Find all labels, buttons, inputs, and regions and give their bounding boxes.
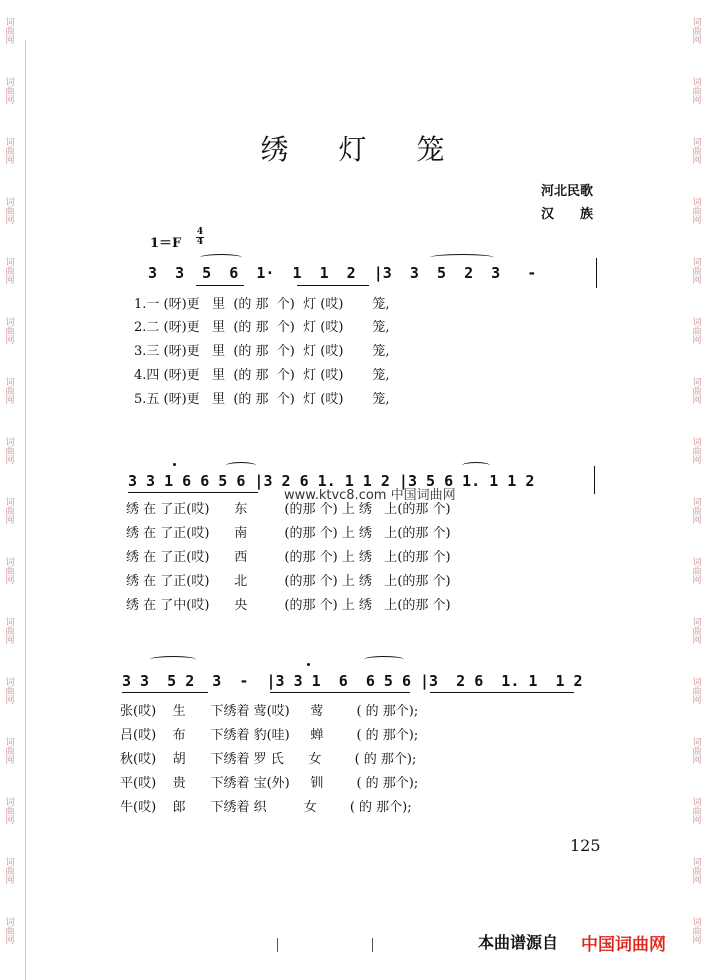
system2-lyric-3: 绣 在 了正(哎) 西 (的那 个) 上 绣 上(的那 个) <box>126 550 451 565</box>
beam-line <box>270 692 410 693</box>
watermark-glyph-group: 词曲网 <box>3 16 14 44</box>
slur <box>226 462 256 469</box>
watermark-glyph-group: 词曲网 <box>3 736 14 764</box>
system1-lyric-4: 4.四 (呀)更 里 (的 那 个) 灯 (哎) 笼, <box>134 368 390 383</box>
watermark-glyph-group: 词曲网 <box>3 196 14 224</box>
time-sig-bottom: 4 <box>196 237 204 247</box>
system3-lyric-5: 牛(哎) 郎 下绣着 织 女 ( 的 那个); <box>120 800 412 815</box>
song-title: 绣灯笼 <box>260 133 495 166</box>
system1-notes: 3 3 5 6 1· 1 1 2 |3 3 5 2 3 - <box>148 264 537 282</box>
system3-lyric-1: 张(哎) 生 下绣着 莺(哎) 莺 ( 的 那个); <box>120 704 419 719</box>
watermark-glyph-group: 词曲网 <box>690 376 701 404</box>
system1-lyric-1: 1.一 (呀)更 里 (的 那 个) 灯 (哎) 笼, <box>134 297 390 312</box>
watermark-glyph-group: 词曲网 <box>3 616 14 644</box>
page-number: 125 <box>570 836 601 855</box>
system3-lyric-4: 平(哎) 贵 下绣着 宝(外) 钏 ( 的 那个); <box>120 776 419 791</box>
slur <box>200 254 242 261</box>
watermark-glyph-group: 词曲网 <box>690 556 701 584</box>
watermark-glyph-group: 词曲网 <box>690 436 701 464</box>
system2-notes: 3 3 1 6 6 5 6 |3 2 6 1. 1 1 2 |3 5 6 1. 1 1 2 <box>128 472 535 490</box>
watermark-glyph-group: 词曲网 <box>3 376 14 404</box>
watermark-glyph-group: 词曲网 <box>3 316 14 344</box>
watermark-glyph-group: 词曲网 <box>690 256 701 284</box>
system1-lyric-3: 3.三 (呀)更 里 (的 那 个) 灯 (哎) 笼, <box>134 344 390 359</box>
watermark-glyph-group: 词曲网 <box>3 76 14 104</box>
watermark-glyph-group: 词曲网 <box>3 436 14 464</box>
watermark-glyph-group: 词曲网 <box>3 676 14 704</box>
watermark-glyph-group: 词曲网 <box>690 16 701 44</box>
watermark-glyph-group: 词曲网 <box>3 916 14 944</box>
watermark-glyph-group: 词曲网 <box>3 496 14 524</box>
system1-lyric-5: 5.五 (呀)更 里 (的 那 个) 灯 (哎) 笼, <box>134 392 390 407</box>
beam-line <box>122 692 208 693</box>
slur <box>364 656 404 663</box>
watermark-glyph-group: 词曲网 <box>690 136 701 164</box>
margin-rule <box>25 40 26 980</box>
watermark-glyph-group: 词曲网 <box>690 76 701 104</box>
origin-label: 河北民歌 <box>540 184 593 199</box>
key-signature: 1＝F <box>150 236 182 251</box>
crop-mark <box>372 938 373 952</box>
watermark-glyph-group: 词曲网 <box>3 136 14 164</box>
time-signature <box>196 228 204 247</box>
site-watermark: www.ktvc8.com 中国词曲网 <box>284 488 456 503</box>
watermark-glyph-group: 词曲网 <box>690 196 701 224</box>
watermark-glyph-group: 词曲网 <box>3 256 14 284</box>
watermark-glyph-group: 词曲网 <box>690 796 701 824</box>
barline <box>594 466 595 494</box>
barline <box>596 258 597 288</box>
high-octave-dot <box>173 463 176 466</box>
crop-mark <box>277 938 278 952</box>
system2-lyric-5: 绣 在 了中(哎) 央 (的那 个) 上 绣 上(的那 个) <box>126 598 451 613</box>
high-octave-dot <box>307 663 310 666</box>
system2-lyric-2: 绣 在 了正(哎) 南 (的那 个) 上 绣 上(的那 个) <box>126 526 451 541</box>
watermark-glyph-group: 词曲网 <box>3 556 14 584</box>
ethnicity-label: 汉 族 <box>540 207 593 222</box>
system3-lyric-2: 吕(哎) 布 下绣着 豹(哇) 蝉 ( 的 那个); <box>120 728 419 743</box>
watermark-glyph-group: 词曲网 <box>690 316 701 344</box>
time-sig-top: 4 <box>196 227 204 237</box>
watermark-glyph-group: 词曲网 <box>690 616 701 644</box>
beam-line <box>297 285 369 286</box>
watermark-glyph-group: 词曲网 <box>690 736 701 764</box>
watermark-glyph-group: 词曲网 <box>690 676 701 704</box>
watermark-glyph-group: 词曲网 <box>3 796 14 824</box>
beam-line <box>128 492 258 493</box>
system2-lyric-4: 绣 在 了正(哎) 北 (的那 个) 上 绣 上(的那 个) <box>126 574 451 589</box>
footer-site-link[interactable]: 中国词曲网 <box>581 935 666 955</box>
watermark-glyph-group: 词曲网 <box>690 496 701 524</box>
system2-lyric-1: 绣 在 了正(哎) 东 (的那 个) 上 绣 上(的那 个) <box>126 502 451 517</box>
footer-source-label: 本曲谱源自 <box>478 933 559 952</box>
watermark-glyph-group: 词曲网 <box>690 856 701 884</box>
watermark-glyph-group: 词曲网 <box>3 856 14 884</box>
beam-line <box>196 285 244 286</box>
slur <box>462 462 490 469</box>
watermark-glyph-group: 词曲网 <box>690 916 701 944</box>
slur <box>150 656 196 663</box>
system3-notes: 3 3 5 2 3 - |3 3 1 6 6 5 6 |3 2 6 1. 1 1 2 <box>122 672 583 690</box>
beam-line <box>430 692 574 693</box>
system1-lyric-2: 2.二 (呀)更 里 (的 那 个) 灯 (哎) 笼, <box>134 320 390 335</box>
system3-lyric-3: 秋(哎) 胡 下绣着 罗 氏 女 ( 的 那个); <box>120 752 417 767</box>
slur <box>430 254 494 261</box>
